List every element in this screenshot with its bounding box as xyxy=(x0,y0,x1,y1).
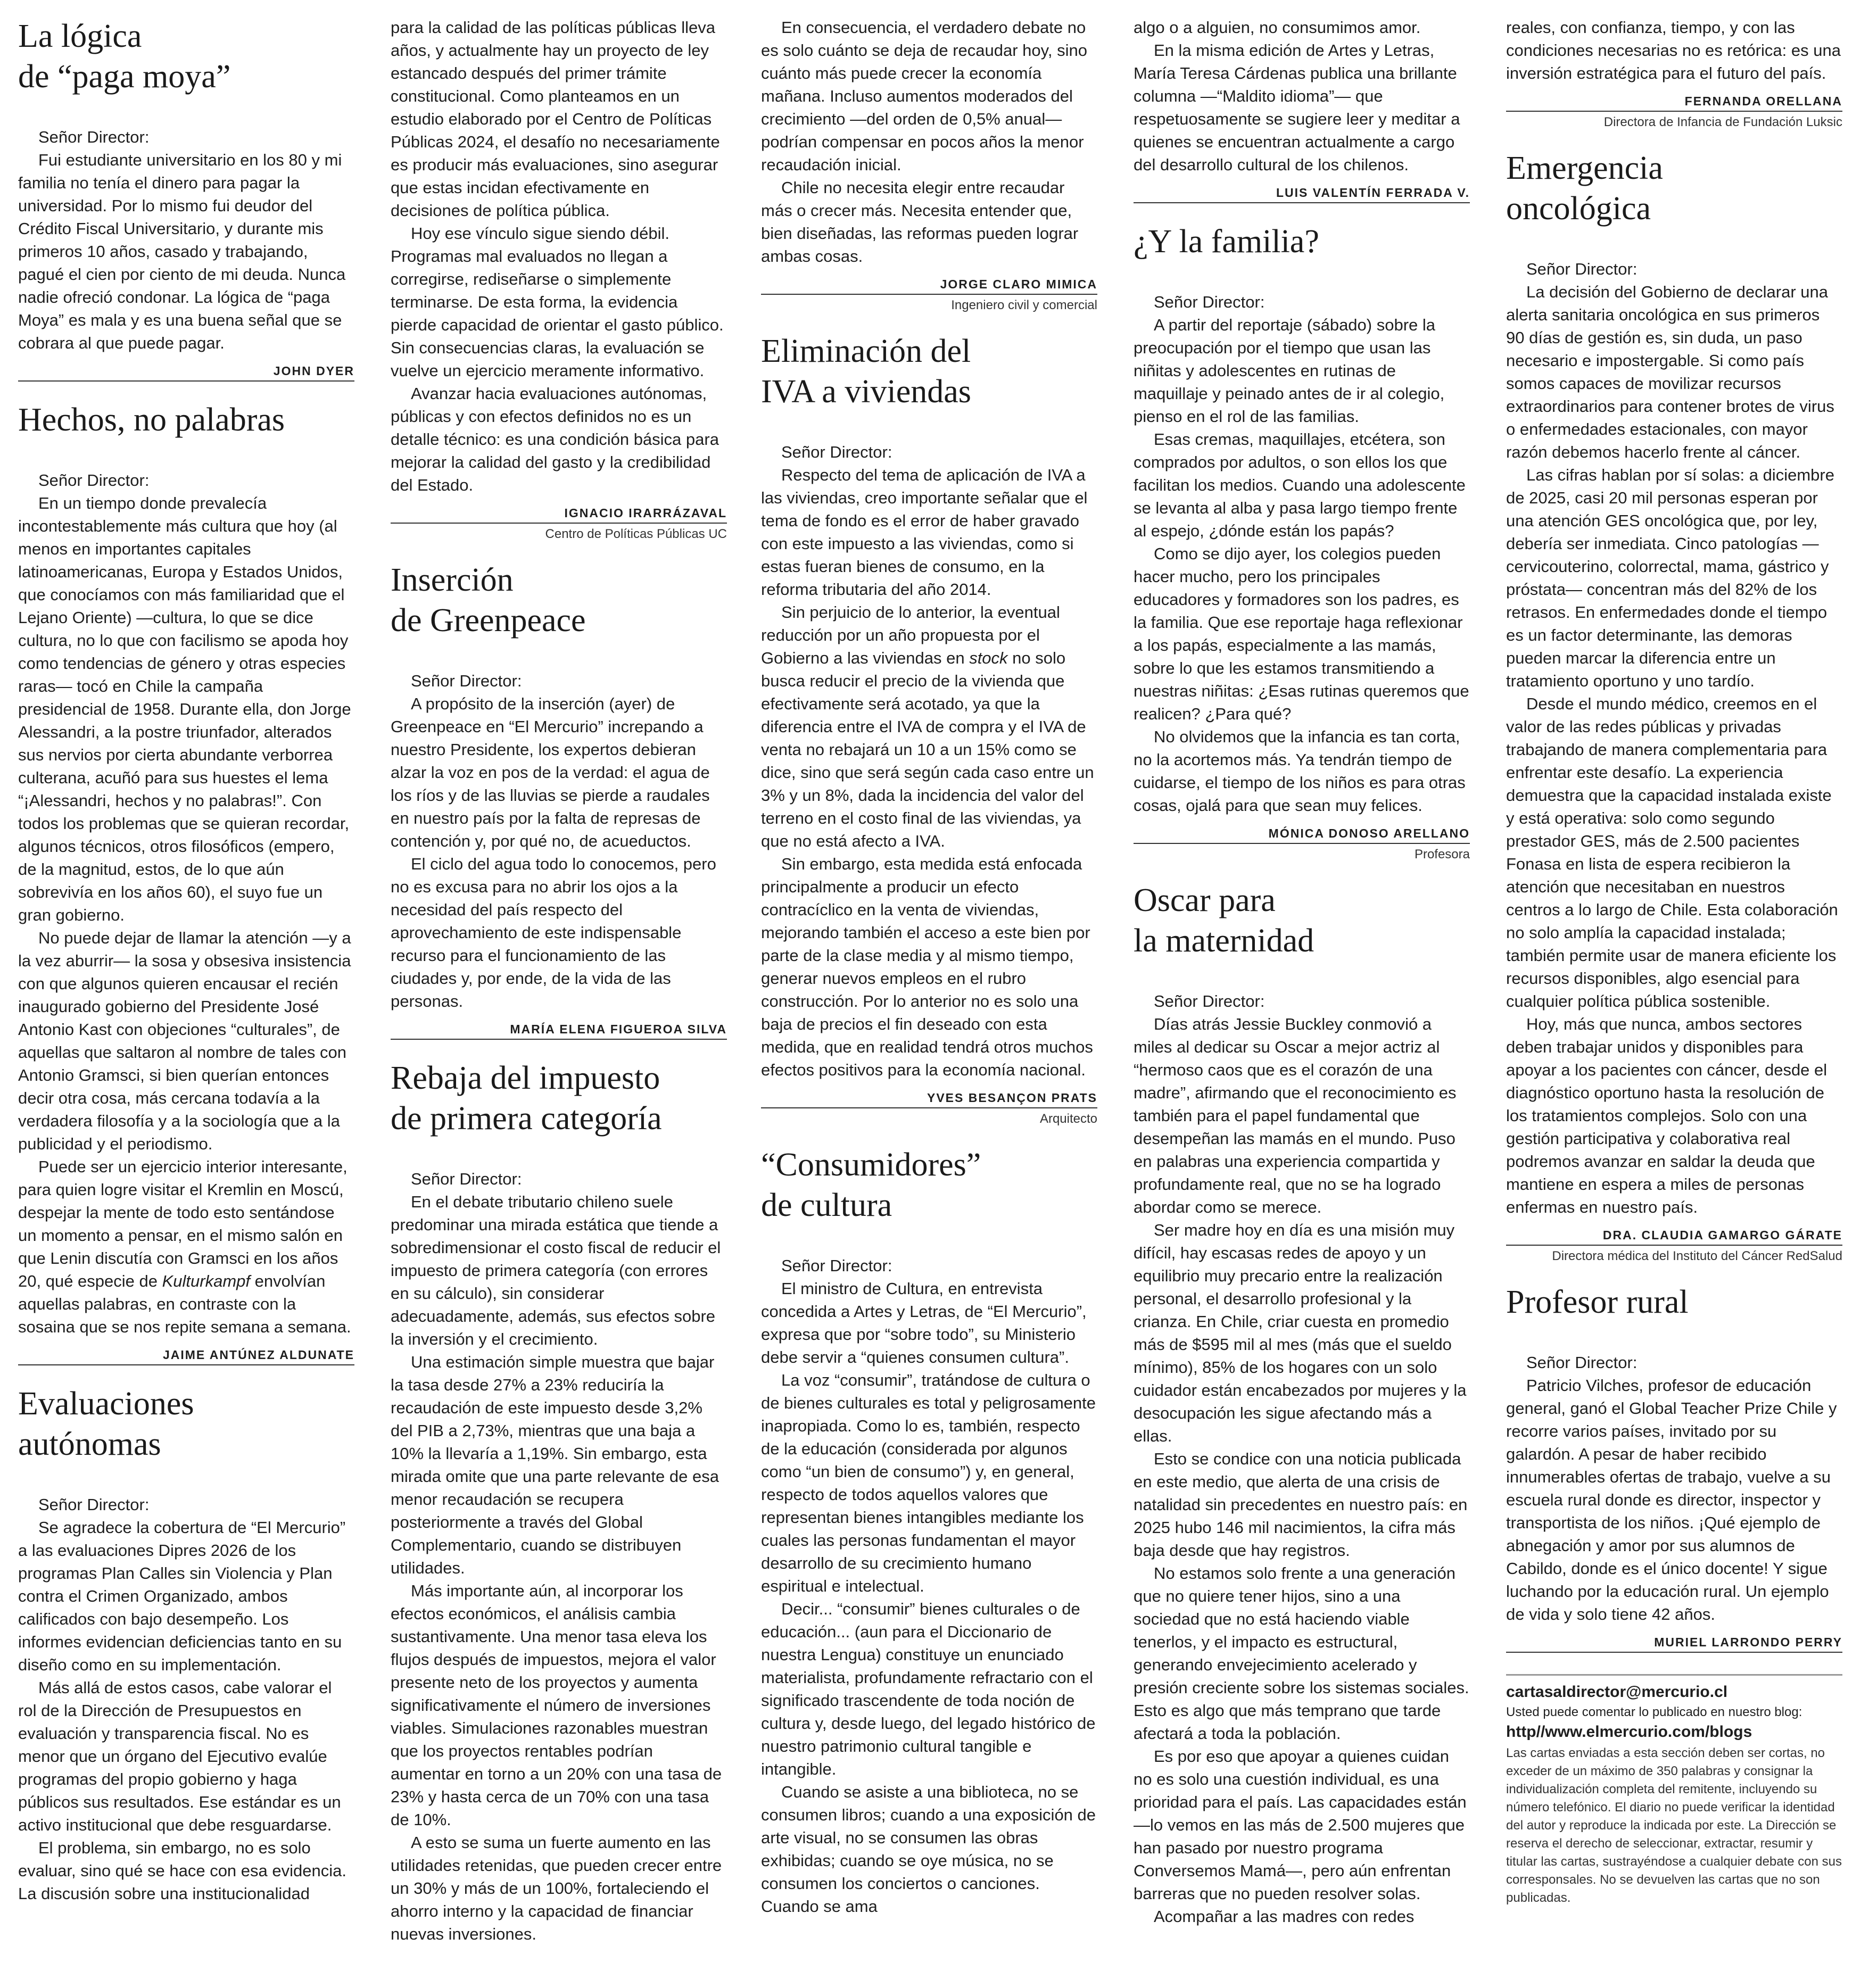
salutation: Señor Director: xyxy=(38,128,150,146)
column-2 xyxy=(391,16,727,1945)
letter-title: Profesor rural xyxy=(1506,1284,1689,1320)
letter-paragraph: Esto se condice con una noticia publicada en este medio, que alerta de una crisis de natalidad sin precedentes en nuestro país: en 2025 hubo 146 mil nacimientos, la cifra más baja desde que hay registros. xyxy=(1134,1449,1468,1560)
salutation: Señor Director: xyxy=(781,443,892,461)
text-run: Puede ser un ejercicio interior interesante, para quien logre visitar el Kremlin en Moscú, despejar la mente de todo esto sentándose un momento a pensar, en el mismo salón en que Lenin discutía con Gramsci en los años 20, qué especie de xyxy=(18,1157,348,1290)
letter-paragraph: Acompañar a las madres con redes xyxy=(1154,1907,1415,1926)
letter-paragraph: No olvidemos que la infancia es tan corta, no la acortemos más. Ya tendrán tiempo de cuidarse, el tiempo de los niños es para otras cosas, ojalá para que sean muy felices. xyxy=(1134,727,1466,815)
letter-title: La lógica de “paga moya” xyxy=(18,18,231,95)
letter-paragraph: Desde el mundo médico, creemos en el valor de las redes públicas y privadas trabajando de manera complementaria para enfrentar este desafío. La experiencia demuestra que la capacidad instalada existe y está operativa: solo como segundo prestador GES, más de 2.500 pacientes Fonasa en lista de espera recibieron la atención que necesitaban en nuestros centros a lo largo de Chile. Esta colaboración no solo amplía la capacidad instalada; también permite usar de manera eficiente los recursos disponibles, algo esencial para cualquier política pública sostenible. xyxy=(1506,694,1838,1010)
letter-paragraph: Hoy, más que nunca, ambos sectores deben trabajar unidos y disponibles para apoyar a los pacientes con cáncer, desde el diagnóstico oportuno hasta la resolución de los tratamientos complejos. Solo con una gestión participativa y colaborativa real podremos avanzar en saldar la deuda que mantiene en espera a miles de personas enfermas en nuestro país. xyxy=(1506,1015,1827,1216)
letter-title: “Consumidores” de cultura xyxy=(761,1147,981,1223)
contact-email-link[interactable]: cartasaldirector@mercurio.cl xyxy=(1506,1683,1728,1701)
author-role: Centro de Políticas Públicas UC xyxy=(545,527,727,541)
letter-signature: DRA. CLAUDIA GAMARGO GÁRATE xyxy=(1506,1219,1842,1246)
letter-signature: JORGE CLARO MIMICA xyxy=(761,268,1097,295)
letter-paragraph: Sin embargo, esta medida está enfocada principalmente a producir un efecto contracíclico en la venta de viviendas, mejorando también el acceso a este bien por parte de la clase media y al mismo tiempo, generar nuevos empleos en el rubro construcción. Por lo anterior no es solo una baja de precios el fin deseado con esta medida, que en realidad tendrá otros muchos efectos positivos para la economía nacional. xyxy=(761,855,1093,1079)
letter-paragraph: Hoy ese vínculo sigue siendo débil. Programas mal evaluados no llegan a corregirse, rediseñarse o simplemente terminarse. De esta forma, la evidencia pierde capacidad de orientar el gasto público. Sin consecuencias claras, la evaluación se vuelve un ejercicio meramente informativo. xyxy=(391,224,724,380)
letter-paragraph: Decir... “consumir” bienes culturales o de educación... (aun para el Diccionario de nuestra Lengua) constituye un enunciado materialista, profundamente refractario con el significado trascendente de toda noción de cultura y, desde luego, del legado histórico de nuestro patrimonio cultural tangible e intangible. xyxy=(761,1600,1096,1778)
letter-paragraph: El ciclo del agua todo lo conocemos, pero no es excusa para no abrir los ojos a la necesidad del país respecto del aprovechamiento de este indispensable recurso para el funcionamiento de las ciudades y, por ende, de la vida de las personas. xyxy=(391,855,716,1010)
letter-signature: JOHN DYER xyxy=(18,354,354,382)
column-5 xyxy=(1506,16,1842,1907)
letter-paragraph: Más allá de estos casos, cabe valorar el rol de la Dirección de Presupuestos en evaluación y transparencia fiscal. No es menor que un órgano del Ejecutivo evalúe programas del propio gobierno y haga públicos sus resultados. Ese estándar es un activo institucional que debe resguardarse. xyxy=(18,1678,341,1834)
letter-paragraph: En un tiempo donde prevalecía incontestablemente más cultura que hoy (al menos en importantes capitales latinoamericanas, Europa y Estados Unidos, que conocíamos con más familiaridad que el Lejano Oriente) —cultura, lo que se dice cultura, no lo que con facilismo se apoda hoy como tendencias de género y otras especies raras— tocó en Chile la campaña presidencial de 1958. Durante ella, don Jorge Alessandri, a la postre triunfador, alterados sus nervios por cierta abundante verborrea culterana, acuñó para sus huestes el lema “¡Alessandri, hechos y no palabras!”. Con todos los problemas que se quieran recordar, algunos técnicos, otros filosóficos (empero, de la magnitud, estos, de lo que aún sobrevivía en los años 60), el suyo fue un gran gobierno. xyxy=(18,494,351,924)
letter-paragraph: Chile no necesita elegir entre recaudar más o crecer más. Necesita entender que, bien diseñadas, las reformas pueden lograr ambas cosas. xyxy=(761,178,1079,266)
letter-paragraph: reales, con confianza, tiempo, y con las condiciones necesarias no es retórica: es una inversión estratégica para el futuro del país. xyxy=(1506,18,1841,82)
salutation: Señor Director: xyxy=(1526,1353,1638,1372)
letter-paragraph: Cuando se asiste a una biblioteca, no se consumen libros; cuando a una exposición de arte visual, no se consumen las obras exhibidas; cuando se oye música, no se consumen los conciertos o canciones. Cuando se ama xyxy=(761,1783,1096,1916)
salutation: Señor Director: xyxy=(411,1170,522,1188)
letter-paragraph: El ministro de Cultura, en entrevista concedida a Artes y Letras, de “El Mercurio”, expresa que por “sobre todo”, su Ministerio debe servir a “quienes consumen cultura”. xyxy=(761,1279,1087,1366)
salutation: Señor Director: xyxy=(411,672,522,690)
salutation: Señor Director: xyxy=(1526,260,1638,278)
column-3 xyxy=(761,16,1097,1918)
letter-signature: YVES BESANÇON PRATS xyxy=(761,1081,1097,1108)
letter-paragraph: No estamos solo frente a una generación que no quiere tener hijos, sino a una sociedad que no está haciendo viable tenerlos, y el impacto es estructural, generando envejecimiento acelerado y presión creciente sobre los sistemas sociales. Esto es algo que más temprano que tarde afectará a toda la población. xyxy=(1134,1564,1469,1743)
letter-paragraph: Se agradece la cobertura de “El Mercurio” a las evaluaciones Dipres 2026 de los programas Plan Calles sin Violencia y Plan contra el Crimen Organizado, ambos calificados con bajo desempeño. Los informes evidencian deficiencias tanto en su diseño como en su implementación. xyxy=(18,1518,346,1674)
letter-paragraph: En el debate tributario chileno suele predominar una mirada estática que tiende a sobredimensionar el costo fiscal de reducir el impuesto de primera categoría (con errores en su cálculo), sin considerar adecuadamente, además, sus efectos sobre la inversión y el crecimiento. xyxy=(391,1192,721,1348)
author-role: Ingeniero civil y comercial xyxy=(951,298,1097,312)
salutation: Señor Director: xyxy=(781,1256,892,1275)
letter-title: ¿Y la familia? xyxy=(1134,223,1319,260)
text-run: no solo busca reducir el precio de la vivienda que efectivamente será acotado, ya que la diferencia entre el IVA de compra y el IVA de venta no rebajará un 10 a un 15% como se dice, sino que será según cada caso entre un 3% y un 8%, dada la incidencia del valor del terreno en el costo final de las viviendas, ya que no está afecto a IVA. xyxy=(761,649,1094,850)
text-run: envolvían aquellas palabras, en contraste con la sosaina que se nos repite semana a semana. xyxy=(18,1272,351,1336)
author-role: Directora de Infancia de Fundación Luksic xyxy=(1603,115,1842,129)
letter-paragraph: No puede dejar de llamar la atención —y a la vez aburrir— la sosa y obsesiva insistencia con que algunos quieren encausar el recién inaugurado gobierno del Presidente José Antonio Kast con objeciones “culturales”, de aquellas que saltaron al nombre de tales con Antonio Gramsci, si bien querían entonces decir otra cosa, más cercana todavía a la verdadera filosofía y a la sociología que a la publicidad y el periodismo. xyxy=(18,929,351,1153)
letter-paragraph: En consecuencia, el verdadero debate no es solo cuánto se deja de recaudar hoy, sino cuánto más puede crecer la economía mañana. Incluso aumentos moderados del crecimiento —del orden de 0,5% anual— podrían compensar en pocos años la menor recaudación inicial. xyxy=(761,18,1087,174)
author-role: Directora médica del Instituto del Cáncer RedSalud xyxy=(1552,1249,1842,1263)
letter-signature: MURIEL LARRONDO PERRY xyxy=(1506,1626,1842,1653)
letter-paragraph: A partir del reportaje (sábado) sobre la preocupación por el tiempo que usan las niñitas y adolescentes en rutinas de maquillaje y peinado antes de ir al colegio, pienso en el rol de las familias. xyxy=(1134,316,1445,426)
letter-paragraph: Avanzar hacia evaluaciones autónomas, públicas y con efectos definidos no es un detalle técnico: es una condición básica para mejorar la calidad del gasto y la credibilidad del Estado. xyxy=(391,384,719,494)
letter-paragraph: Días atrás Jessie Buckley conmovió a miles al dedicar su Oscar a mejor actriz al “hermoso caos que es el corazón de una madre”, afirmando que el reconocimiento es también para el papel fundamental que desempeñan las mamás en el mundo. Puso en palabras una experiencia compartida y profundamente real, que no se ha logrado abordar como se merece. xyxy=(1134,1015,1457,1216)
salutation: Señor Director: xyxy=(38,1495,150,1514)
letter-paragraph: Una estimación simple muestra que bajar la tasa desde 27% a 23% reduciría la recaudación de este impuesto desde 3,2% del PIB a 2,73%, mientras que una baja a 10% la llevaría a 1,19%. Sin embargo, esta mirada omite que una parte relevante de esa menor recaudación se recupera posteriormente a través del Global Complementario, cuando se distribuyen utilidades. xyxy=(391,1353,719,1577)
letter-paragraph: algo o a alguien, no consumimos amor. xyxy=(1134,18,1421,37)
letter-paragraph: Como se dijo ayer, los colegios pueden hacer mucho, pero los principales educadores y formadores son los padres, es la familia. Que ese reportaje haga reflexionar a los papás, especialmente a las mamás, sobre lo que les estamos transmitiendo a nuestras niñitas: ¿Esas rutinas queremos que realicen? ¿Para qué? xyxy=(1134,544,1469,723)
letter-paragraph xyxy=(18,1155,354,1338)
italic-term: Kulturkampf xyxy=(162,1272,251,1290)
letter-paragraph: para la calidad de las políticas públicas lleva años, y actualmente hay un proyecto de ley estancado después del primer trámite constitucional. Como planteamos en un estudio elaborado por el Centro de Políticas Públicas 2024, el desafío no necesariamente es producir más evaluaciones, sino asegurar que estas incidan efectivamente en decisiones de política pública. xyxy=(391,18,720,220)
letter-title: Rebaja del impuesto de primera categoría xyxy=(391,1060,662,1137)
letter-paragraph: La voz “consumir”, tratándose de cultura o de bienes culturales es total y peligrosamente inapropiada. Como lo es, también, respecto de la educación (considerada por algunos como “un bien de consumo”) y, en general, respecto de todos aquellos valores que representan bienes intangibles mediante los cuales las personas fundamentan el mayor desarrollo de su crecimiento humano espiritual e intelectual. xyxy=(761,1371,1096,1595)
letter-paragraph: Fui estudiante universitario en los 80 y mi familia no tenía el dinero para pagar la universidad. Por lo mismo fui deudor del Crédito Fiscal Universitario, y durante mis primeros 10 años, casado y trabajando, pagué el cien por ciento de mi deuda. Nunca nadie ofreció condonar. La lógica de “paga Moya” es mala y es una buena señal que se cobrara al que puede pagar. xyxy=(18,151,346,352)
letter-paragraph: Es por eso que apoyar a quienes cuidan no es solo una cuestión individual, es una prioridad para el país. Las capacidades están —lo vemos en las más de 2.500 mujeres que han pasado por nuestro programa Conversemos Mamá—, pero aún enfrentan barreras que no pueden resolver solas. xyxy=(1134,1747,1467,1903)
letter-paragraph: A propósito de la inserción (ayer) de Greenpeace en “El Mercurio” increpando a nuestro Presidente, los expertos debieran alzar la voz en pos de la verdad: el agua de los ríos y de las lluvias se pierde a raudales en nuestro país por la falta de represas de contención y, por qué no, de acueductos. xyxy=(391,694,710,850)
contact-box xyxy=(1506,1674,1842,1907)
letter-signature: JAIME ANTÚNEZ ALDUNATE xyxy=(18,1338,354,1365)
letter-title: Hechos, no palabras xyxy=(18,402,285,438)
text-run: Sin perjuicio de lo anterior, la eventual reducción por un año propuesta por el Gobierno a las viviendas en xyxy=(761,603,1060,667)
letter-paragraph: En la misma edición de Artes y Letras, María Teresa Cárdenas publica una brillante columna —“Maldito idioma”— que respetuosamente se sugiere leer y meditar a quienes se encuentran actualmente a cargo del desarrollo cultural de los chilenos. xyxy=(1134,41,1460,174)
letter-paragraph: Patricio Vilches, profesor de educación general, ganó el Global Teacher Prize Chile y recorre varios países, invitado por su galardón. A pesar de haber recibido innumerables ofertas de trabajo, vuelve a su escuela rural donde es director, inspector y transportista de los niños. ¡Qué ejemplo de abnegación y amor por sus alumnos de Cabildo, donde es el único docente! Y sigue luchando por la educación rural. Un ejemplo de vida y solo tiene 42 años. xyxy=(1506,1376,1837,1623)
letter-paragraph: A esto se suma un fuerte aumento en las utilidades retenidas, que pueden crecer entre un 30% y más de un 100%, fortaleciendo el ahorro interno y la capacidad de financiar nuevas inversiones. xyxy=(391,1833,722,1943)
letter-title: Oscar para la maternidad xyxy=(1134,882,1314,959)
letter-title: Inserción de Greenpeace xyxy=(391,562,586,639)
blog-note: Usted puede comentar lo publicado en nuestro blog: xyxy=(1506,1705,1802,1719)
letter-paragraph: Ser madre hoy en día es una misión muy difícil, hay escasas redes de apoyo y un equilibrio muy precario entre la realización personal, el desarrollo profesional y la crianza. En Chile, criar cuesta en promedio más de $595 mil al mes (más que el sueldo mínimo), 85% de los hogares con un solo cuidador están encabezados por mujeres y la desocupación les sigue afectando más a ellas. xyxy=(1134,1221,1467,1445)
column-1 xyxy=(18,16,354,1905)
letter-paragraph: Respecto del tema de aplicación de IVA a las viviendas, creo importante señalar que el tema de fondo es el error de haber gravado con este impuesto a las viviendas, como si estas fueran bienes de consumo, en la reforma tributaria del año 2014. xyxy=(761,466,1088,599)
letters-disclaimer: Las cartas enviadas a esta sección deben ser cortas, no exceder de un máximo de 350 palabras y consignar la individualización completa del remitente, incluyendo su número telefónico. El diario no puede verificar la identidad del autor y reproduce la indicada por este. La Dirección se reserva el derecho de seleccionar, extractar, resumir y titular las cartas, sustrayéndose a cualquier debate con sus corresponsales. No se devuelven las cartas que no son publicadas. xyxy=(1506,1746,1842,1905)
letter-signature: MARÍA ELENA FIGUEROA SILVA xyxy=(391,1013,727,1040)
letter-signature: LUIS VALENTÍN FERRADA V. xyxy=(1134,176,1470,203)
letter-paragraph: La decisión del Gobierno de declarar una alerta sanitaria oncológica en sus primeros 90 días de gestión es, sin duda, un paso necesario e impostergable. Si como país somos capaces de movilizar recursos extraordinarios para contener brotes de virus o enfermedades estacionales, con mayor razón debemos hacerlo frente al cáncer. xyxy=(1506,283,1834,461)
letter-paragraph: Esas cremas, maquillajes, etcétera, son comprados por adultos, o son ellos los que facilitan los medios. Cuando una adolescente se levanta al alba y pasa largo tiempo frente al espejo, ¿dónde están los papás? xyxy=(1134,430,1466,540)
italic-term: stock xyxy=(969,649,1008,667)
letter-title: Eliminación del IVA a viviendas xyxy=(761,333,971,410)
blog-url-link[interactable]: http//www.elmercurio.com/blogs xyxy=(1506,1723,1752,1741)
column-4 xyxy=(1134,16,1470,1928)
author-role: Arquitecto xyxy=(1039,1112,1097,1126)
letter-title: Evaluaciones autónomas xyxy=(18,1386,194,1462)
salutation: Señor Director: xyxy=(1154,992,1265,1010)
letter-signature: MÓNICA DONOSO ARELLANO xyxy=(1134,817,1470,844)
letter-signature: IGNACIO IRARRÁZAVAL xyxy=(391,496,727,524)
salutation: Señor Director: xyxy=(1154,293,1265,311)
letter-paragraph: El problema, sin embargo, no es solo evaluar, sino qué se hace con esa evidencia. La discusión sobre una institucionalidad xyxy=(18,1838,346,1903)
letter-paragraph: Más importante aún, al incorporar los efectos económicos, el análisis cambia sustantivamente. Una menor tasa eleva los flujos después de impuestos, mejora el valor presente neto de los proyectos y aumenta significativamente el número de inversiones viables. Simulaciones razonables muestran que los proyectos rentables podrían aumentar en torno a un 20% con una tasa de 23% y hasta cerca de un 70% con una tasa de 10%. xyxy=(391,1581,722,1829)
letter-paragraph xyxy=(761,601,1097,852)
author-role: Profesora xyxy=(1414,847,1470,862)
letter-title: Emergencia oncológica xyxy=(1506,150,1663,227)
letter-paragraph: Las cifras hablan por sí solas: a diciembre de 2025, casi 20 mil personas esperan por una atención GES oncológica que, por ley, debería ser inmediata. Cinco patologías —cervicouterino, colorrectal, mama, gástrico y próstata— concentran más del 82% de los retrasos. En enfermedades donde el tiempo es un factor determinante, las demoras pueden marcar la diferencia entre un tratamiento oportuno y uno tardío. xyxy=(1506,466,1834,690)
letter-signature: FERNANDA ORELLANA xyxy=(1506,85,1842,112)
salutation: Señor Director: xyxy=(38,471,150,490)
